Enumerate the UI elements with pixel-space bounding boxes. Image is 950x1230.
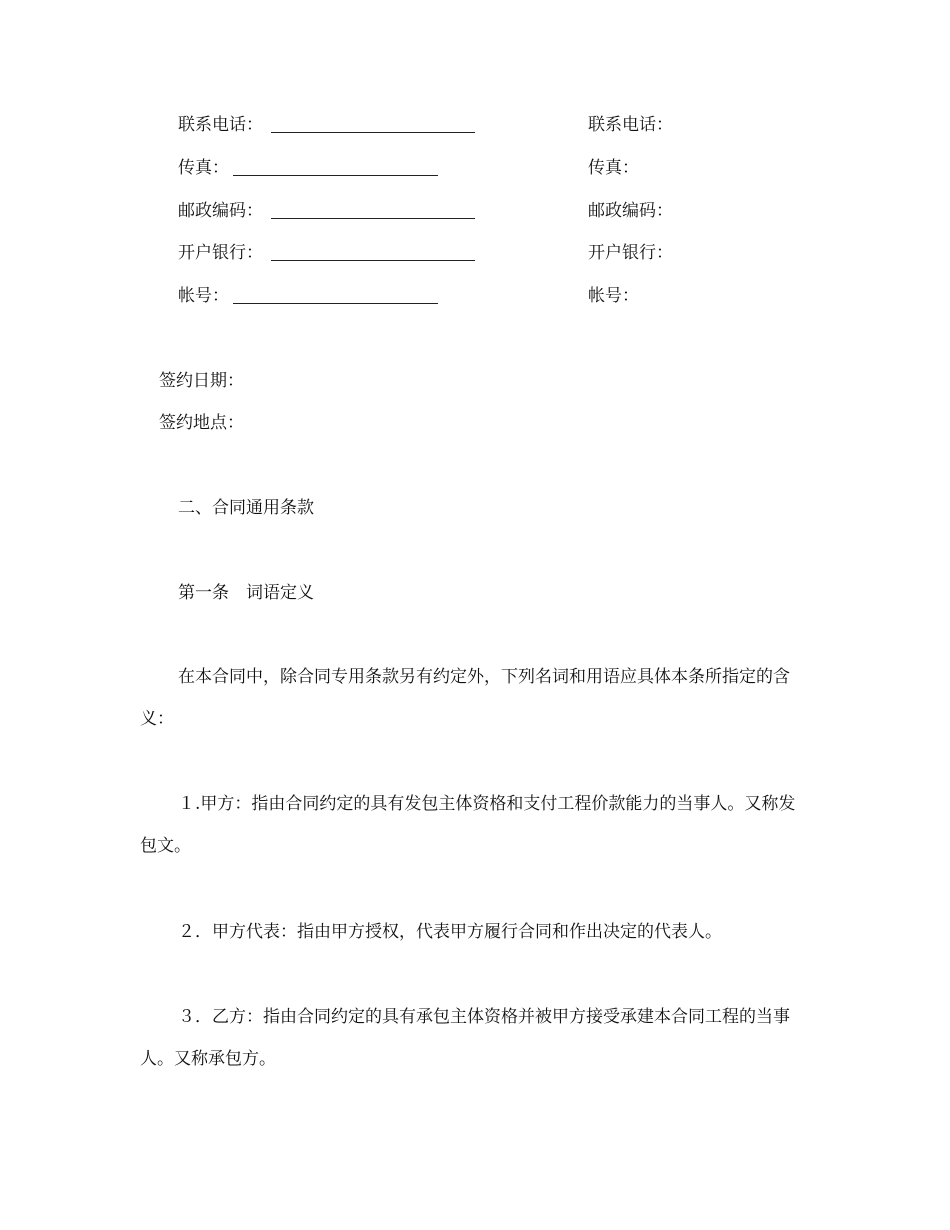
section-heading: 二、合同通用条款 — [178, 498, 314, 518]
signing-date-label: 签约日期： — [159, 371, 244, 391]
article-heading: 第一条 词语定义 — [178, 583, 314, 603]
definition-item-3: ３．乙方：指由合同约定的具有承包主体资格并被甲方接受承建本合同工程的当事人。又称承包方。 — [140, 1007, 790, 1069]
party-a-fax-label: 传真： — [178, 158, 229, 178]
party-a-postcode-blank[interactable] — [271, 218, 475, 219]
party-b-fax-label: 传真： — [588, 158, 639, 178]
definition-item-2: ２．甲方代表：指由甲方授权，代表甲方履行合同和作出决定的代表人。 — [178, 922, 722, 942]
article-intro-paragraph: 在本合同中，除合同专用条款另有约定外，下列名词和用语应具体本条所指定的含义： — [140, 667, 790, 729]
party-b-phone-label: 联系电话： — [588, 115, 673, 135]
party-a-phone-label: 联系电话： — [178, 115, 263, 135]
party-b-bank-label: 开户银行： — [588, 243, 673, 263]
party-a-fax-blank[interactable] — [233, 175, 438, 176]
signing-place-label: 签约地点： — [159, 413, 244, 433]
party-a-bank-blank[interactable] — [271, 260, 475, 261]
party-a-phone-blank[interactable] — [271, 132, 475, 133]
party-a-bank-label: 开户银行： — [178, 243, 263, 263]
party-a-account-label: 帐号： — [178, 286, 229, 306]
party-a-account-blank[interactable] — [233, 303, 438, 304]
party-b-account-label: 帐号： — [588, 286, 639, 306]
party-b-postcode-label: 邮政编码： — [588, 201, 673, 221]
definition-item-1: １.甲方：指由合同约定的具有发包主体资格和支付工程价款能力的当事人。又称发包文。 — [140, 794, 796, 856]
party-a-postcode-label: 邮政编码： — [178, 201, 263, 221]
